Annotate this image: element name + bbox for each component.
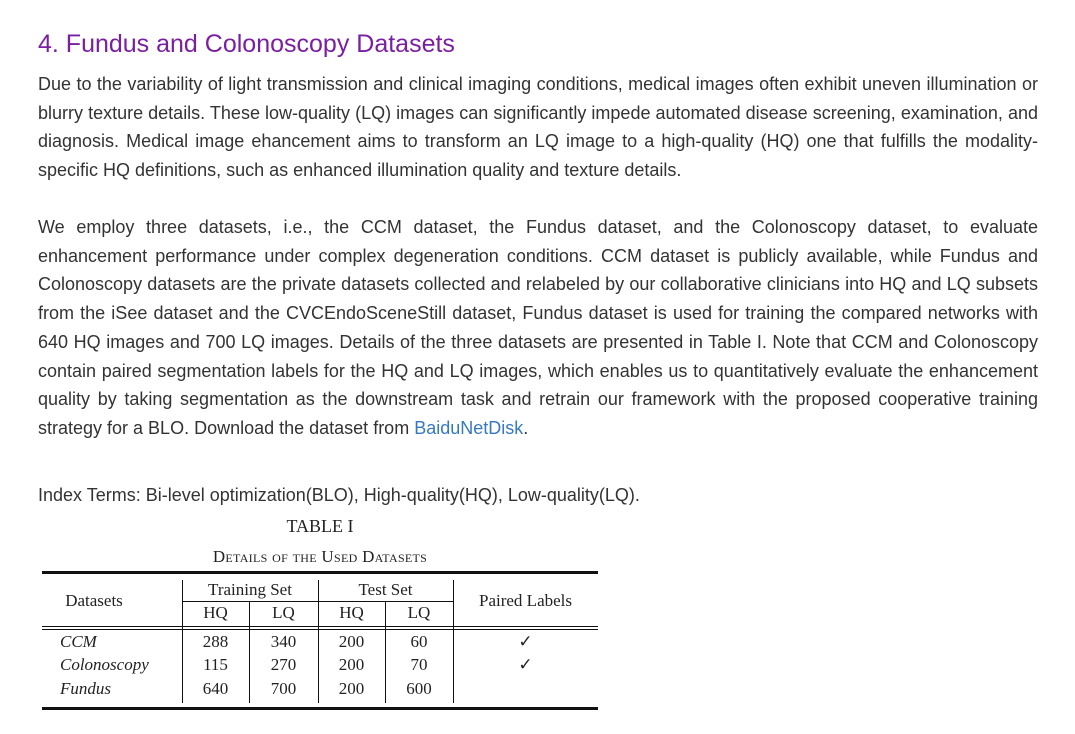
header-test-set: Test Set — [358, 580, 413, 599]
table-header-rule-1 — [42, 626, 598, 627]
header-datasets: Datasets — [65, 591, 123, 610]
row-ccm-test-hq: 200 — [338, 632, 365, 651]
row-ccm-train-hq: 288 — [202, 632, 229, 651]
header-training-set: Training Set — [208, 580, 292, 599]
row-colonoscopy-train-lq: 270 — [270, 655, 297, 674]
row-ccm-paired-check: ✓ — [518, 632, 533, 651]
row-colonoscopy-test-lq: 70 — [410, 655, 428, 674]
row-colonoscopy-paired-check: ✓ — [518, 655, 533, 674]
datasets-paragraph-end: . — [523, 417, 529, 438]
row-colonoscopy-name: Colonoscopy — [60, 655, 149, 674]
row-fundus-train-hq: 640 — [202, 679, 229, 698]
index-terms: Index Terms: Bi-level optimization(BLO), High-quality(HQ), Low-quality(LQ). — [38, 485, 640, 505]
row-ccm-test-lq: 60 — [410, 632, 428, 651]
subheader-train-lq: LQ — [272, 603, 295, 622]
table-top-rule — [42, 571, 598, 574]
baidu-netdisk-link[interactable]: BaiduNetDisk — [414, 417, 524, 438]
datasets-paragraph — [38, 213, 1038, 443]
subheader-test-hq: HQ — [339, 603, 364, 622]
section-heading: 4. Fundus and Colonoscopy Datasets — [38, 30, 455, 58]
row-colonoscopy-test-hq: 200 — [338, 655, 365, 674]
header-paired-labels: Paired Labels — [479, 591, 572, 610]
row-ccm-name: CCM — [60, 632, 97, 651]
row-ccm-train-lq: 340 — [270, 632, 297, 651]
row-fundus-name: Fundus — [60, 679, 111, 698]
table-bottom-rule — [42, 707, 598, 710]
table-caption: Details of the Used Datasets — [212, 547, 428, 566]
row-fundus-train-lq: 700 — [270, 679, 297, 698]
table-header-rule-2 — [42, 629, 598, 630]
row-colonoscopy-train-hq: 115 — [203, 655, 228, 674]
row-fundus-test-hq: 200 — [338, 679, 365, 698]
intro-paragraph: Due to the variability of light transmission and clinical imaging conditions, medical images often exhibit uneven illumination or blurry texture details. These low-quality (LQ) images can significantly impede automated disease screening, examination, and diagnosis. Medical image ehancement aims to transform an LQ image to a high-quality (HQ) one that fulfills the modality-specific HQ definitions, such as enhanced illumination quality and texture details. — [38, 74, 1038, 181]
row-fundus-test-lq: 600 — [406, 679, 432, 698]
datasets-table — [42, 571, 598, 711]
table-label: TABLE I — [286, 516, 354, 536]
datasets-paragraph-text: We employ three datasets, i.e., the CCM dataset, the Fundus dataset, and the Colonoscopy dataset, to evaluate enhancement performance under complex degeneration conditions. CCM dataset is publicly available, while Fundus and Colonoscopy datasets are the private datasets collected and relabeled by our collaborative clinicians into HQ and LQ subsets from the iSee dataset and the CVCEndoSceneStill dataset, Fundus dataset is used for training the compared networks with 640 HQ images and 700 LQ images. Details of the three datasets are presented in Table I. Note that CCM and Colonoscopy contain paired segmentation labels for the HQ and LQ images, which enables us to quantitatively evaluate the enhancement quality by taking segmentation as the downstream task and retrain our framework with the proposed cooperative training strategy for a BLO. Download the dataset from — [38, 217, 1038, 438]
subheader-train-hq: HQ — [203, 603, 228, 622]
subheader-test-lq: LQ — [407, 603, 431, 622]
